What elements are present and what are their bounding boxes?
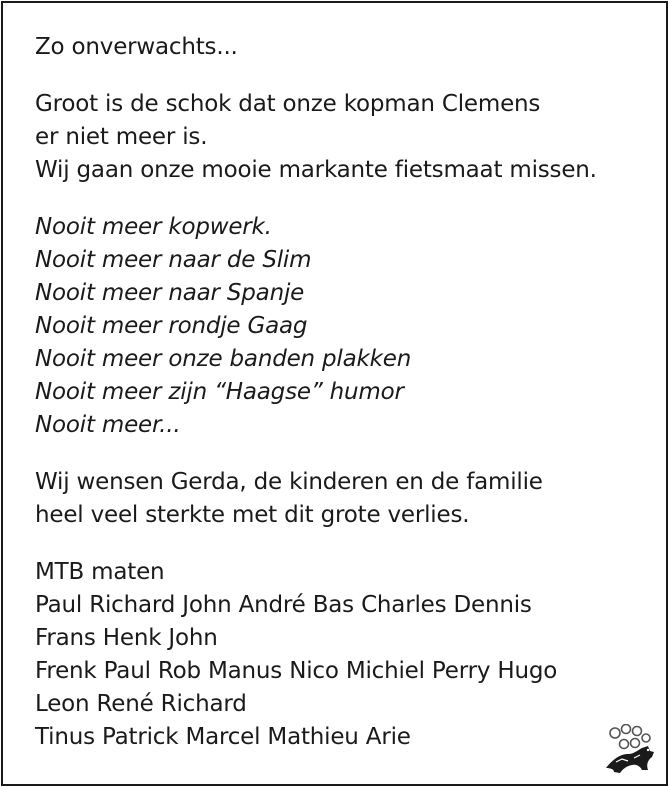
spacer <box>35 187 655 211</box>
condolence-line: heel veel sterkte met dit grote verlies. <box>35 502 470 528</box>
spacer <box>35 532 655 556</box>
intro-paragraph <box>35 88 655 187</box>
signature-names-line: Frans Henk John <box>35 625 218 651</box>
never-more-line: Nooit meer onze banden plakken <box>35 346 412 372</box>
signature-group: MTB maten <box>35 559 165 585</box>
condolence-line: Wij wensen Gerda, de kinderen en de familie <box>35 469 543 495</box>
signature-names-line: Tinus Patrick Marcel Mathieu Arie <box>35 724 411 750</box>
never-more-line: Nooit meer naar de Slim <box>35 247 312 273</box>
signature-names-line: Paul Richard John André Bas Charles Dennis <box>35 592 532 618</box>
opening-line: Zo onverwachts... <box>35 34 238 60</box>
intro-line: er niet meer is. <box>35 124 208 150</box>
never-more-line: Nooit meer kopwerk. <box>35 214 272 240</box>
paw-print-dog-icon <box>602 724 658 776</box>
announcement-frame <box>1 1 668 786</box>
signature-names-line: Leon René Richard <box>35 691 247 717</box>
signature-block <box>35 556 655 754</box>
spacer <box>35 64 655 88</box>
never-more-paragraph <box>35 211 655 442</box>
announcement-content <box>35 31 655 754</box>
intro-line: Groot is de schok dat onze kopman Clemens <box>35 91 541 117</box>
intro-line: Wij gaan onze mooie markante fietsmaat missen. <box>35 157 597 183</box>
condolence-paragraph <box>35 466 655 532</box>
never-more-line: Nooit meer rondje Gaag <box>35 313 308 339</box>
signature-names-line: Frenk Paul Rob Manus Nico Michiel Perry Hugo <box>35 658 558 684</box>
spacer <box>35 442 655 466</box>
never-more-line: Nooit meer naar Spanje <box>35 280 305 306</box>
never-more-line: Nooit meer... <box>35 412 181 438</box>
never-more-line: Nooit meer zijn “Haagse” humor <box>35 379 404 405</box>
